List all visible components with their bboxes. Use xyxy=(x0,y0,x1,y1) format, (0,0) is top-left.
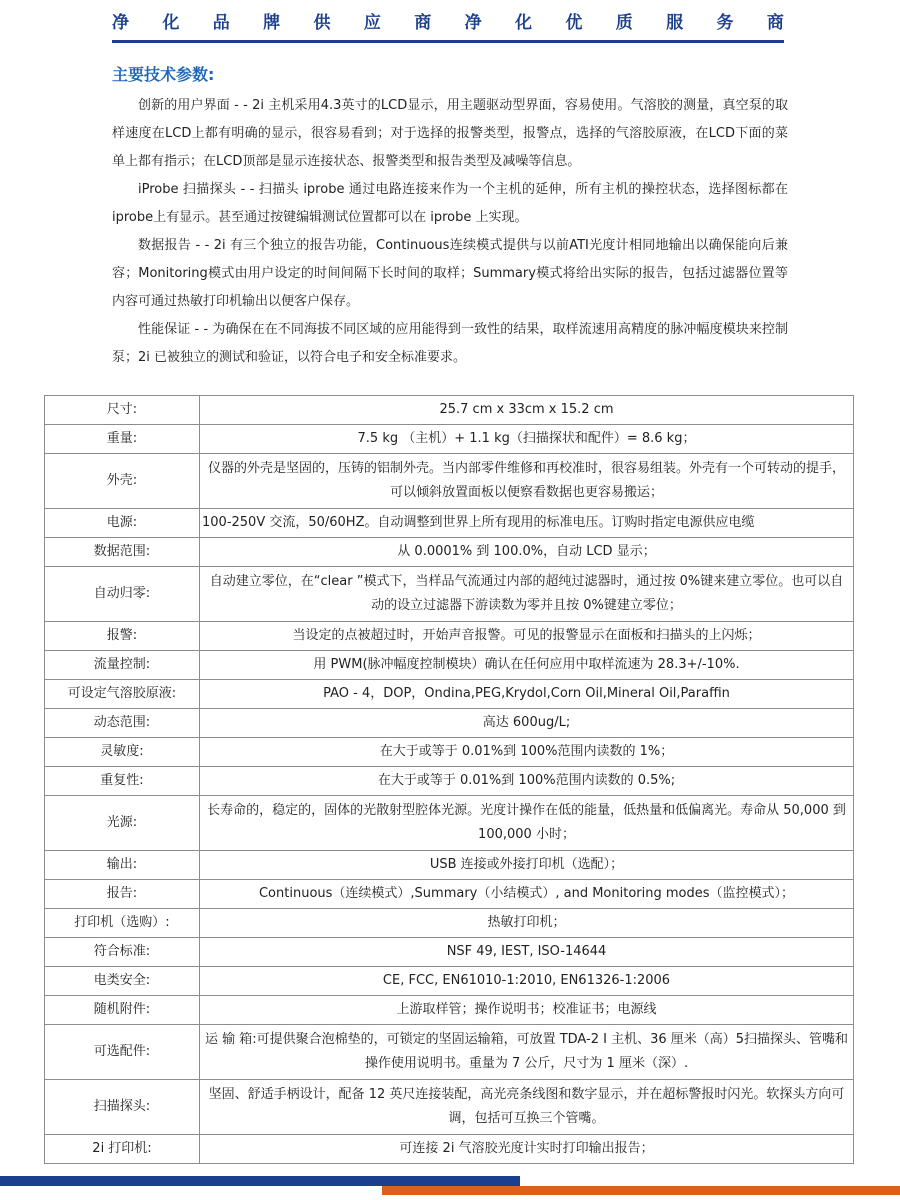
header-char: 商 xyxy=(766,13,784,33)
spec-label: 电类安全: xyxy=(45,967,200,996)
intro-paragraph-performance: 性能保证 - - 为确保在在不同海拔不同区域的应用能得到一致性的结果，取样流速用高精度的脉冲幅度模块来控制泵；2i 已被独立的测试和验证，以符合电子和安全标准要求。 xyxy=(112,322,788,365)
spec-row xyxy=(45,738,854,767)
spec-value: 用 PWM(脉冲幅度控制模块）确认在任何应用中取样流速为 28.3+/-10%. xyxy=(200,651,854,680)
header-char: 牌 xyxy=(263,13,281,33)
spec-row xyxy=(45,967,854,996)
header-divider xyxy=(112,40,784,43)
spec-value: 坚固、舒适手柄设计，配备 12 英尺连接装配，高光亮条线图和数字显示，并在超标警报时闪光。软探头方向可调，包括可互换三个管嘴。 xyxy=(200,1080,854,1135)
spec-value: 热敏打印机； xyxy=(200,909,854,938)
footer-bar-orange xyxy=(382,1186,900,1195)
spec-row xyxy=(45,996,854,1025)
spec-label: 尺寸: xyxy=(45,396,200,425)
spec-row xyxy=(45,1025,854,1080)
spec-row xyxy=(45,454,854,509)
intro-paragraph-report: 数据报告 - - 2i 有三个独立的报告功能，Continuous连续模式提供与以前ATI光度计相同地输出以确保能向后兼容；Monitoring模式由用户设定的时间间隔下长时间的取样；Summary模式将给出实际的报告，包括过滤器位置等内容可通过热敏打印机输出以便客户保存。 xyxy=(112,238,788,309)
header-char: 务 xyxy=(716,13,734,33)
spec-table xyxy=(44,395,854,1164)
spec-value: 在大于或等于 0.01%到 100%范围内读数的 0.5%; xyxy=(200,767,854,796)
spec-value: 上游取样管；操作说明书；校准证书；电源线 xyxy=(200,996,854,1025)
spec-label: 报告: xyxy=(45,880,200,909)
spec-row xyxy=(45,796,854,851)
header-char: 质 xyxy=(615,13,633,33)
spec-row xyxy=(45,651,854,680)
spec-value: PAO - 4，DOP，Ondina,PEG,Krydol,Corn Oil,Mineral Oil,Paraffin xyxy=(200,680,854,709)
section-title: 主要技术参数: xyxy=(112,65,215,84)
spec-label: 2i 打印机: xyxy=(45,1135,200,1164)
footer-bar-blue xyxy=(0,1176,520,1186)
header-char: 应 xyxy=(363,13,381,33)
spec-row xyxy=(45,1135,854,1164)
spec-label: 扫描探头: xyxy=(45,1080,200,1135)
spec-label: 数据范围: xyxy=(45,538,200,567)
spec-label: 电源: xyxy=(45,509,200,538)
spec-value: 在大于或等于 0.01%到 100%范围内读数的 1%； xyxy=(200,738,854,767)
spec-value: 100-250V 交流，50/60HZ。自动调整到世界上所有现用的标准电压。订购时指定电源供应电缆 xyxy=(200,509,854,538)
spec-value: 运 输 箱:可提供聚合泡棉垫的，可锁定的坚固运输箱，可放置 TDA-2 I 主机、36 厘米（高）5扫描探头、管嘴和操作使用说明书。重量为 7 公斤，尺寸为 1 厘米（深）. xyxy=(200,1025,854,1080)
spec-row xyxy=(45,909,854,938)
header-char: 净 xyxy=(112,13,129,33)
spec-value: 高达 600ug/L; xyxy=(200,709,854,738)
spec-label: 外壳: xyxy=(45,454,200,509)
header-title xyxy=(112,10,784,36)
header-char: 商 xyxy=(414,13,432,33)
spec-row xyxy=(45,1080,854,1135)
spec-label: 重复性: xyxy=(45,767,200,796)
spec-label: 灵敏度: xyxy=(45,738,200,767)
spec-label: 流量控制: xyxy=(45,651,200,680)
spec-value: 7.5 kg （主机）+ 1.1 kg（扫描探状和配件）= 8.6 kg； xyxy=(200,425,854,454)
header-char: 净 xyxy=(464,13,482,33)
spec-row xyxy=(45,509,854,538)
spec-value: USB 连接或外接打印机（选配）； xyxy=(200,851,854,880)
spec-label: 符合标准: xyxy=(45,938,200,967)
spec-value: NSF 49, IEST, ISO-14644 xyxy=(200,938,854,967)
spec-label: 光源: xyxy=(45,796,200,851)
header-char: 优 xyxy=(565,13,583,33)
spec-value: 25.7 cm x 33cm x 15.2 cm xyxy=(200,396,854,425)
page-header xyxy=(112,10,784,44)
intro-paragraph-iprobe: iProbe 扫描探头 - - 扫描头 iprobe 通过电路连接来作为一个主机的延伸，所有主机的操控状态，选择图标都在 iprobe上有显示。甚至通过按键编辑测试位置都可以在 iprobe 上实现。 xyxy=(112,182,788,225)
spec-row xyxy=(45,538,854,567)
spec-value: 仪器的外壳是坚固的，压铸的铝制外壳。当内部零件维修和再校准时，很容易组装。外壳有一个可转动的提手，可以倾斜放置面板以便察看数据也更容易搬运； xyxy=(200,454,854,509)
spec-value: 长寿命的，稳定的，固体的光散射型腔体光源。光度计操作在低的能量，低热量和低偏离光。寿命从 50,000 到 100,000 小时； xyxy=(200,796,854,851)
header-char: 服 xyxy=(666,13,684,33)
spec-row xyxy=(45,567,854,622)
spec-row xyxy=(45,396,854,425)
intro-text xyxy=(112,92,788,372)
spec-value: Continuous（连续模式）,Summary（小结模式）, and Monitoring modes（监控模式）； xyxy=(200,880,854,909)
spec-row xyxy=(45,851,854,880)
spec-label: 报警: xyxy=(45,622,200,651)
spec-row xyxy=(45,767,854,796)
spec-row xyxy=(45,880,854,909)
header-char: 化 xyxy=(515,13,532,33)
spec-row xyxy=(45,709,854,738)
spec-label: 自动归零: xyxy=(45,567,200,622)
spec-value: 可连接 2i 气溶胶光度计实时打印输出报告； xyxy=(200,1135,854,1164)
spec-label: 可设定气溶胶原液: xyxy=(45,680,200,709)
spec-row xyxy=(45,938,854,967)
header-char: 供 xyxy=(313,13,331,33)
spec-row xyxy=(45,680,854,709)
spec-value: CE, FCC, EN61010-1:2010, EN61326-1:2006 xyxy=(200,967,854,996)
spec-value: 从 0.0001% 到 100.0%，自动 LCD 显示； xyxy=(200,538,854,567)
spec-value: 当设定的点被超过时，开始声音报警。可见的报警显示在面板和扫描头的上闪烁； xyxy=(200,622,854,651)
spec-row xyxy=(45,425,854,454)
spec-label: 随机附件: xyxy=(45,996,200,1025)
spec-label: 输出: xyxy=(45,851,200,880)
spec-label: 打印机（选购）: xyxy=(45,909,200,938)
spec-value: 自动建立零位，在“clear ”模式下，当样品气流通过内部的超纯过滤器时，通过按 0%键来建立零位。也可以自动的设立过滤器下游读数为零并且按 0%键建立零位； xyxy=(200,567,854,622)
spec-label: 可选配件: xyxy=(45,1025,200,1080)
header-char: 化 xyxy=(162,13,180,33)
header-char: 品 xyxy=(212,13,230,33)
spec-label: 动态范围: xyxy=(45,709,200,738)
spec-row xyxy=(45,622,854,651)
spec-label: 重量: xyxy=(45,425,200,454)
intro-paragraph-ui: 创新的用户界面 - - 2i 主机采用4.3英寸的LCD显示，用主题驱动型界面，容易使用。气溶胶的测量，真空泵的取样速度在LCD上都有明确的显示，很容易看到；对于选择的报警类型，报警点，选择的气溶胶原液，在LCD下面的菜单上都有指示；在LCD顶部是显示连接状态、报警类型和报告类型及减噪等信息。 xyxy=(112,98,788,169)
